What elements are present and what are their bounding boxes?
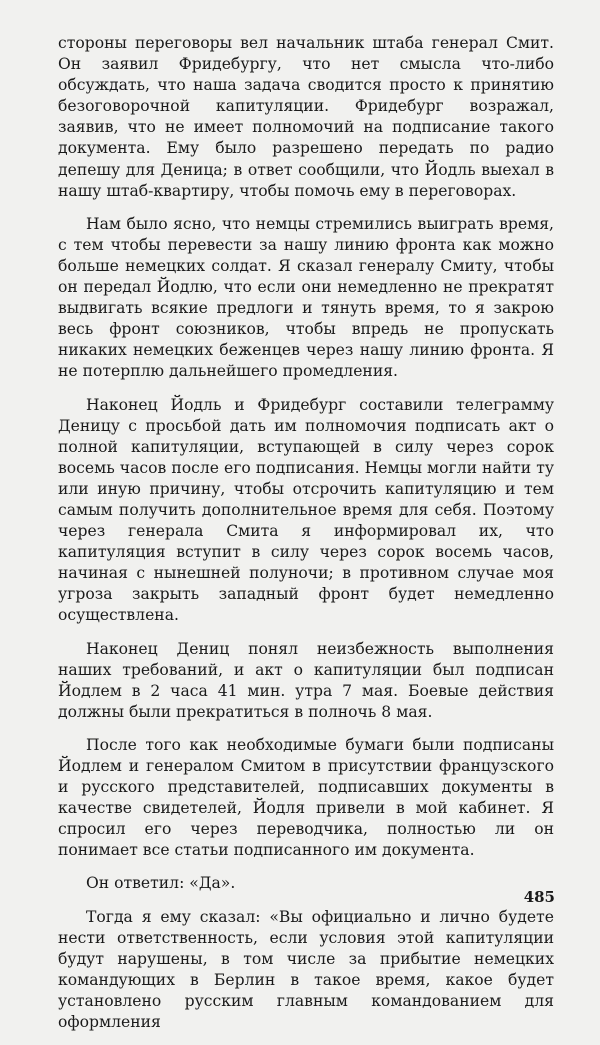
paragraph-5: После того как необходимые бумаги были подписаны Йодлем и генералом Смитом в присутствии французского и русского представителей, подписавших документы в качестве свидетелей, Йодля привели в мой кабинет. Я спросил его через переводчика, полностью ли он понимает все статьи подписанного им документа. xyxy=(58,735,554,860)
page-number: 485 xyxy=(523,888,555,906)
paragraph-6: Он ответил: «Да». xyxy=(86,874,236,893)
paragraph-2: Нам было ясно, что немцы стремились выиграть время, с тем чтобы перевести за нашу линию фронта как можно больше немецких солдат. Я сказал генералу Смиту, чтобы он передал Йодлю, что если они немедленно не прекратят выдвигать всякие предлоги и тянуть время, то я закрою весь фронт союзников, чтобы впредь не пропускать никаких немецких беженцев через нашу линию фронта. Я не потерплю дальнейшего промедления. xyxy=(58,214,554,381)
text-column xyxy=(58,33,554,1045)
paragraph-4: Наконец Дениц понял неизбежность выполнения наших требований, и акт о капитуляции был подписан Йодлем в 2 часа 41 мин. утра 7 мая. Боевые действия должны были прекратиться в полночь 8 мая. xyxy=(58,639,554,721)
paragraph-7: Тогда я ему сказал: «Вы официально и лично будете нести ответственность, если условия этой капитуляции будут нарушены, в том числе за прибытие немецких командующих в Берлин в такое время, какое будет установлено русским главным командованием для оформления xyxy=(58,907,554,1032)
paragraph-1: стороны переговоры вел начальник штаба генерал Смит. Он заявил Фридебургу, что нет смысла что-либо обсуждать, что наша задача сводится просто к принятию безоговорочной капитуляции. Фридебург возражал, заявив, что не имеет полномочий на подписание такого документа. Ему было разрешено передать по радио депешу для Деница; в ответ сообщили, что Йодль выехал в нашу штаб-квартиру, чтобы помочь ему в переговорах. xyxy=(58,34,554,200)
paragraph-3: Наконец Йодль и Фридебург составили телеграмму Деницу с просьбой дать им полномочия подписать акт о полной капитуляции, вступающей в силу через сорок восемь часов после его подписания. Немцы могли найти ту или иную причину, чтобы отсрочить капитуляцию и тем самым получить дополнительное время для себя. Поэтому через генерала Смита я информировал их, что капитуляция вступит в силу через сорок восемь часов, начиная с нынешней полуночи; в противном случае моя угроза закрыть западный фронт будет немедленно осуществлена. xyxy=(58,395,554,625)
